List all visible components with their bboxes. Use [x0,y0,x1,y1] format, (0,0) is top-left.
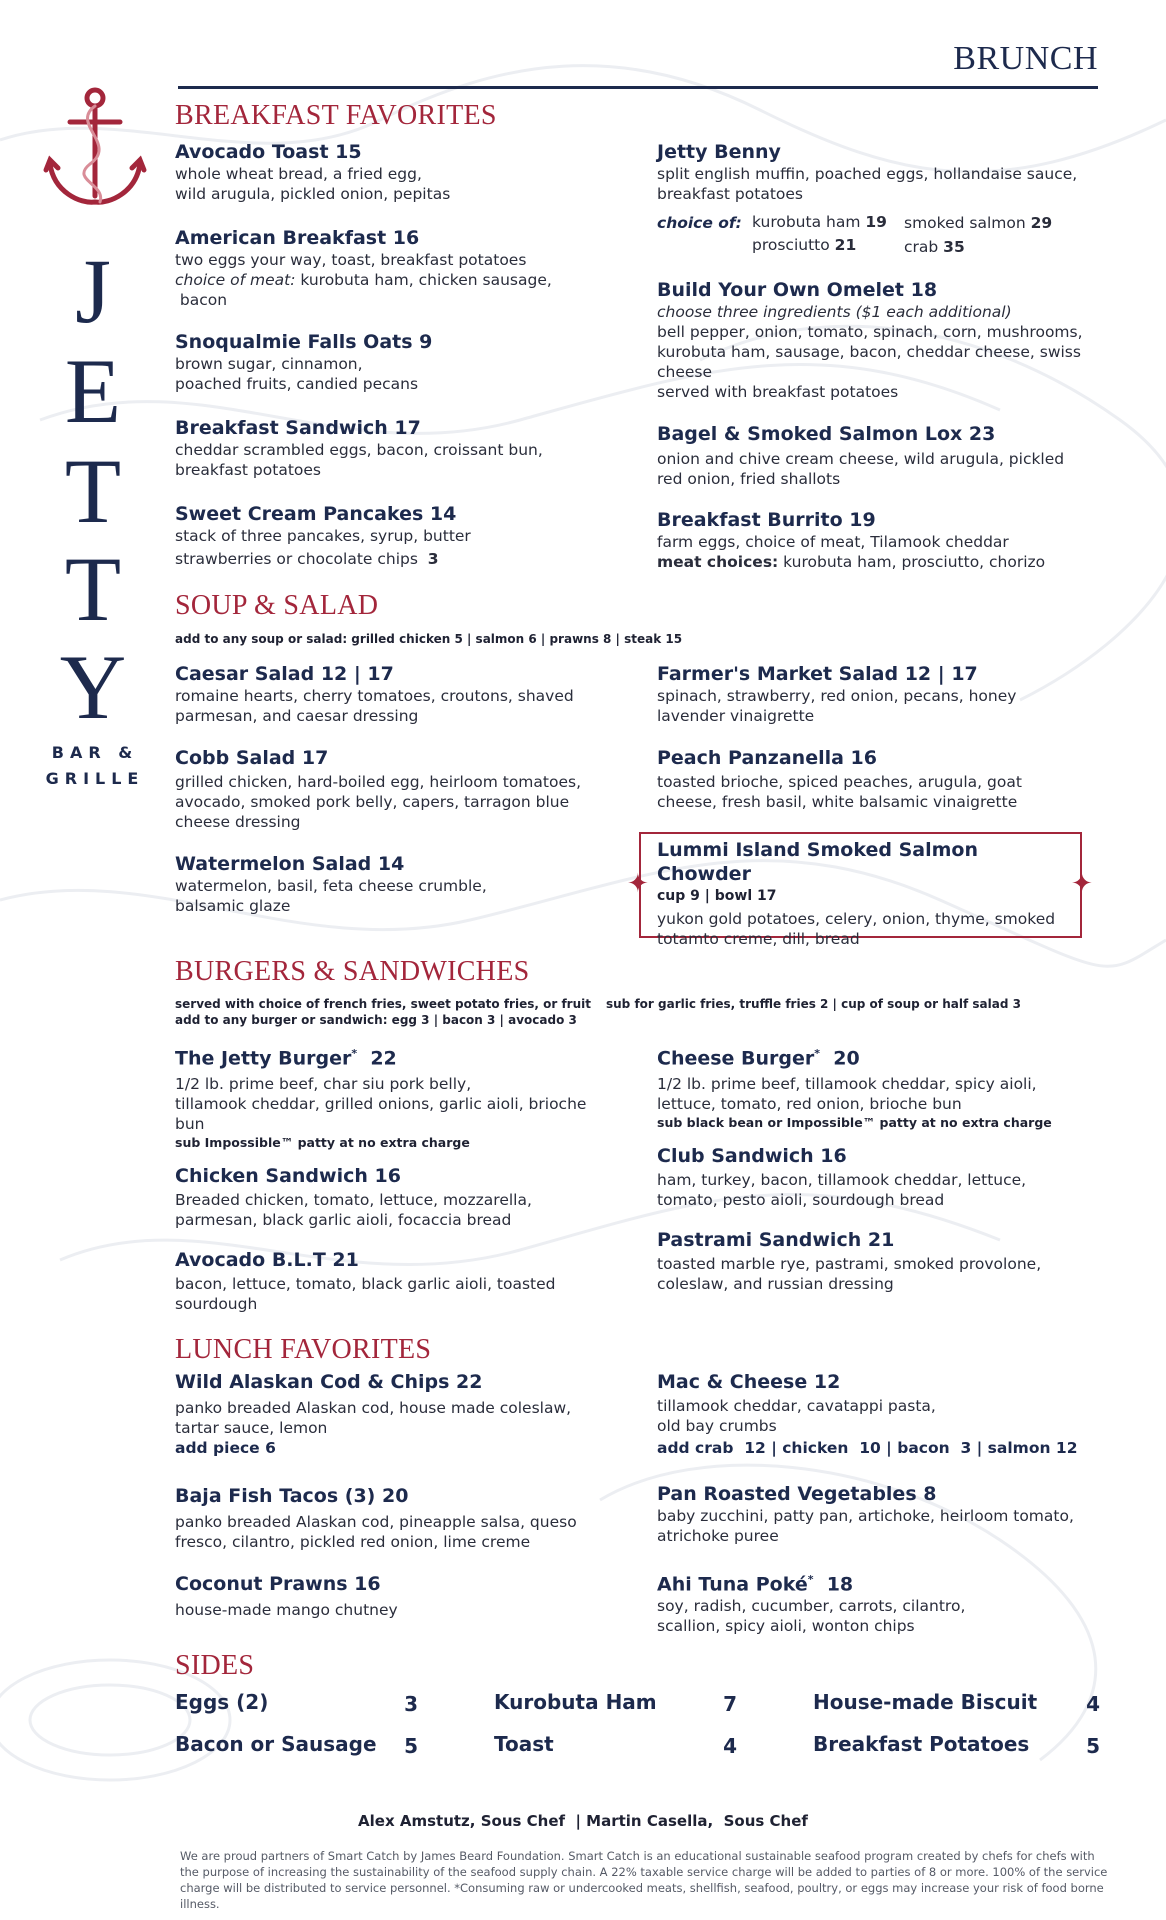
item-desc: lavender vinaigrette [657,707,815,725]
choice-price: 29 [1030,214,1053,232]
section-heading-sides: SIDES [175,1650,255,1681]
item-desc: onion and chive cream cheese, wild arugula, pickled [657,450,1065,468]
item-desc: panko breaded Alaskan cod, pineapple salsa, queso [175,1513,577,1531]
star-ornament-icon: ✦ [1071,869,1093,899]
item-name: Avocado Toast 15 [175,141,362,163]
benny-choice [752,212,887,232]
section-heading-burgers: BURGERS & SANDWICHES [175,956,530,987]
benny-choice-label: choice of: [657,214,742,232]
item-name: Mac & Cheese 12 [657,1371,841,1393]
side-item-name: Bacon or Sausage [175,1732,377,1756]
item-sizes: cup 9 | bowl 17 [657,888,777,904]
item-note: choose three ingredients ($1 each additional) [657,303,1012,321]
item-name: Wild Alaskan Cod & Chips 22 [175,1371,483,1393]
side-item-price: 5 [1086,1734,1100,1758]
benny-choice [752,235,856,255]
item-desc: avocado, smoked pork belly, capers, tarragon blue [175,793,570,811]
add-on-price: 3 [427,550,439,568]
item-desc: wild arugula, pickled onion, pepitas [175,185,451,203]
item-price: 18 [813,1573,854,1596]
item-desc: stack of three pancakes, syrup, butter [175,527,471,545]
star-ornament-icon: ✦ [627,869,649,899]
item-name: Chicken Sandwich 16 [175,1165,401,1187]
side-item-price: 4 [723,1734,737,1758]
choice-name: smoked salmon [904,214,1026,232]
item-desc-choice [657,552,1117,572]
item-desc: coleslaw, and russian dressing [657,1275,894,1293]
item-name [657,1568,1107,1596]
item-desc: ham, turkey, bacon, tillamook cheddar, lettuce, [657,1171,1027,1189]
item-desc: brown sugar, cinnamon, [175,355,363,373]
item-name: Cobb Salad 17 [175,747,329,769]
menu-item [657,662,1097,726]
item-desc: cheese [657,363,713,381]
side-item-name: Eggs (2) [175,1690,269,1714]
choice-price: 19 [865,213,887,231]
menu-item [657,508,1117,572]
section-heading-breakfast: BREAKFAST FAVORITES [175,100,497,131]
raw-warning-mark: * [807,1573,814,1586]
menu-item [175,226,615,310]
menu-item [175,140,615,204]
menu-item [657,140,1107,204]
item-desc: 1/2 lb. prime beef, char siu pork belly, [175,1075,472,1094]
menu-item [657,1042,1107,1132]
item-desc: bacon [175,291,228,309]
item-desc: old bay crumbs [657,1417,777,1435]
item-name: Lummi Island Smoked Salmon Chowder [657,839,978,885]
logo-tagline-line-1: BAR & [51,743,139,762]
page-title: BRUNCH [953,40,1098,77]
header-divider [178,86,1098,89]
logo-letter-e: E [64,340,122,442]
item-desc: house-made mango chutney [175,1601,398,1619]
menu-item [175,502,615,569]
item-name: Jetty Benny [657,141,781,163]
item-sub-note: sub Impossible™ patty at no extra charge [175,1135,470,1151]
item-name: Pan Roasted Vegetables 8 [657,1483,937,1505]
choice-name: prosciutto [752,236,830,254]
menu-item [175,330,615,394]
section-note: add to any burger or sandwich: egg 3 | bacon 3 | avocado 3 [175,1013,577,1027]
menu-item [175,1370,625,1458]
item-desc: Breaded chicken, tomato, lettuce, mozzarella, [175,1191,532,1209]
item-desc: sourdough [175,1295,258,1313]
item-desc: poached fruits, candied pecans [175,375,419,393]
item-desc: red onion, fried shallots [657,470,841,488]
item-desc: balsamic glaze [175,897,291,915]
item-desc: kurobuta ham, sausage, bacon, cheddar cheese, swiss [657,343,1081,361]
item-desc: fresco, cilantro, pickled red onion, lime creme [175,1533,531,1551]
item-desc: breakfast potatoes [175,461,321,479]
side-item-price: 7 [723,1692,737,1716]
benny-choice [904,213,1052,233]
item-name [175,1042,625,1070]
item-desc: atrichoke puree [657,1527,779,1545]
menu-item [657,1144,1097,1210]
side-item-price: 5 [404,1734,418,1758]
item-desc: split english muffin, poached eggs, hollandaise sauce, [657,165,1078,183]
menu-item [657,1482,1107,1546]
item-desc-choice [175,270,615,290]
menu-item [175,746,625,832]
choice-name: crab [904,238,939,256]
logo-letter-t1: T [64,440,122,542]
menu-item [175,416,615,480]
item-title: Cheese Burger [657,1047,815,1070]
choice-options: kurobuta ham, chicken sausage, [295,271,552,289]
item-name: Snoqualmie Falls Oats 9 [175,331,433,353]
item-desc: whole wheat bread, a fried egg, [175,165,422,183]
item-name: Peach Panzanella 16 [657,747,877,769]
item-desc: two eggs your way, toast, breakfast potatoes [175,251,527,269]
item-desc: parmesan, and caesar dressing [175,707,419,725]
item-name: Coconut Prawns 16 [175,1573,381,1595]
disclaimer-text: We are proud partners of Smart Catch by James Beard Foundation. Smart Catch is an educational sustainable seafood program created by chefs for chefs with the purpose of increasing the sustainability of the seafood supply chain. A 22% taxable service charge will be added to parties of 8 or more. 100% of the service charge will be distributed to service personnel. *Consuming raw or undercooked meats, shellfish, seafood, poultry, or eggs may increase your risk of food borne illness. [180,1849,1108,1911]
raw-warning-mark: * [814,1047,821,1060]
side-item-price: 3 [404,1692,418,1716]
item-desc: panko breaded Alaskan cod, house made coleslaw, [175,1399,572,1417]
item-name: Breakfast Sandwich 17 [175,417,421,439]
section-heading-lunch: LUNCH FAVORITES [175,1334,432,1365]
item-price: 22 [357,1047,397,1070]
menu-item [657,1568,1107,1636]
choice-price: 35 [943,238,965,256]
chef-credits: Alex Amstutz, Sous Chef | Martin Casella, Sous Chef [358,1812,808,1830]
menu-item [175,1248,615,1314]
item-desc: grilled chicken, hard-boiled egg, heirloom tomatoes, [175,773,581,791]
item-desc: cheddar scrambled eggs, bacon, croissant bun, [175,441,543,459]
item-name: Caesar Salad 12 | 17 [175,663,394,685]
side-item-name: Kurobuta Ham [494,1690,657,1714]
anchor-logo-icon [40,84,150,214]
menu-item [175,1042,625,1152]
menu-item [657,1370,1107,1458]
item-name: Baja Fish Tacos (3) 20 [175,1485,409,1507]
item-desc: cheese, fresh basil, white balsamic vinaigrette [657,793,1018,811]
item-add-on [175,549,615,569]
item-desc: tomato, pesto aioli, sourdough bread [657,1191,945,1209]
item-desc: tartar sauce, lemon [175,1419,328,1437]
item-name: Breakfast Burrito 19 [657,509,876,531]
item-desc: scallion, spicy aioli, wonton chips [657,1617,915,1636]
section-heading-soup-salad: SOUP & SALAD [175,590,379,621]
menu-item [657,1228,1097,1294]
item-desc: romaine hearts, cherry tomatoes, croutons, shaved [175,687,574,705]
item-desc: soy, radish, cucumber, carrots, cilantro, [657,1597,966,1616]
item-desc: spinach, strawberry, red onion, pecans, honey [657,687,1017,705]
choice-label: choice of meat: [175,271,296,289]
item-desc: bun [175,1115,205,1134]
item-desc: yukon gold potatoes, celery, onion, thyme, smoked [657,910,1056,928]
section-note: served with choice of french fries, sweet potato fries, or fruit [175,997,591,1011]
item-desc: 1/2 lb. prime beef, tillamook cheddar, spicy aioli, [657,1075,1037,1094]
choice-name: kurobuta ham [752,213,861,231]
item-desc: farm eggs, choice of meat, Tilamook cheddar [657,533,1009,551]
menu-item [175,662,615,726]
menu-item [175,1484,625,1552]
item-name: Farmer's Market Salad 12 | 17 [657,663,978,685]
item-name: Build Your Own Omelet 18 [657,279,938,301]
item-name: Club Sandwich 16 [657,1145,847,1167]
item-name: Watermelon Salad 14 [175,853,405,875]
choice-label: meat choices: [657,553,779,571]
item-title: The Jetty Burger [175,1047,352,1070]
section-note: sub for garlic fries, truffle fries 2 | cup of soup or half salad 3 [606,997,1021,1011]
menu-item [657,278,1117,402]
item-desc: served with breakfast potatoes [657,383,899,401]
item-title: Ahi Tuna Poké [657,1573,808,1596]
menu-item-featured [657,838,1077,949]
item-desc: totamto creme, dill, bread [657,930,860,948]
item-add-on: add crab 12 | chicken 10 | bacon 3 | salmon 12 [657,1439,1078,1457]
logo-letter-t2: T [64,538,122,640]
item-sub-note: sub black bean or Impossible™ patty at no extra charge [657,1115,1052,1131]
menu-item [175,852,615,916]
item-desc: tillamook cheddar, cavatappi pasta, [657,1397,936,1415]
item-desc: toasted marble rye, pastrami, smoked provolone, [657,1255,1042,1273]
item-price: 20 [820,1047,860,1070]
menu-item [657,746,1097,812]
item-desc: breakfast potatoes [657,185,803,203]
item-name: Bagel & Smoked Salmon Lox 23 [657,423,996,445]
side-item-price: 4 [1086,1692,1100,1716]
logo-tagline [42,740,148,792]
item-desc: bell pepper, onion, tomato, spinach, corn, mushrooms, [657,323,1083,341]
item-desc: toasted brioche, spiced peaches, arugula, goat [657,773,1022,791]
menu-item [175,1572,615,1620]
side-item-name: Toast [494,1732,554,1756]
item-desc: lettuce, tomato, red onion, brioche bun [657,1095,962,1114]
item-desc: parmesan, black garlic aioli, focaccia bread [175,1211,512,1229]
side-item-name: Breakfast Potatoes [813,1732,1030,1756]
logo-tagline-line-2: GRILLE [45,769,145,788]
logo-letter-j: J [75,240,111,342]
menu-item [175,1164,615,1230]
item-desc: tillamook cheddar, grilled onions, garlic aioli, brioche [175,1095,587,1114]
item-name: Pastrami Sandwich 21 [657,1229,895,1251]
item-add-on: add piece 6 [175,1439,276,1457]
item-name: Sweet Cream Pancakes 14 [175,503,457,525]
item-name [657,1042,1107,1070]
item-name: Avocado B.L.T 21 [175,1249,359,1271]
choice-price: 21 [834,236,857,254]
logo-letter-y: Y [59,636,127,738]
benny-choice [904,237,965,257]
add-on-label: strawberries or chocolate chips [175,550,418,568]
section-note: add to any soup or salad: grilled chicken 5 | salmon 6 | prawns 8 | steak 15 [175,632,683,646]
item-desc: bacon, lettuce, tomato, black garlic aioli, toasted [175,1275,556,1293]
raw-warning-mark: * [351,1047,358,1060]
item-desc: cheese dressing [175,813,301,831]
item-name: American Breakfast 16 [175,227,420,249]
choice-options: kurobuta ham, prosciutto, chorizo [778,553,1046,571]
menu-item [657,422,1117,489]
side-item-name: House-made Biscuit [813,1690,1038,1714]
item-desc: baby zucchini, patty pan, artichoke, heirloom tomato, [657,1507,1074,1525]
item-desc: watermelon, basil, feta cheese crumble, [175,877,487,895]
